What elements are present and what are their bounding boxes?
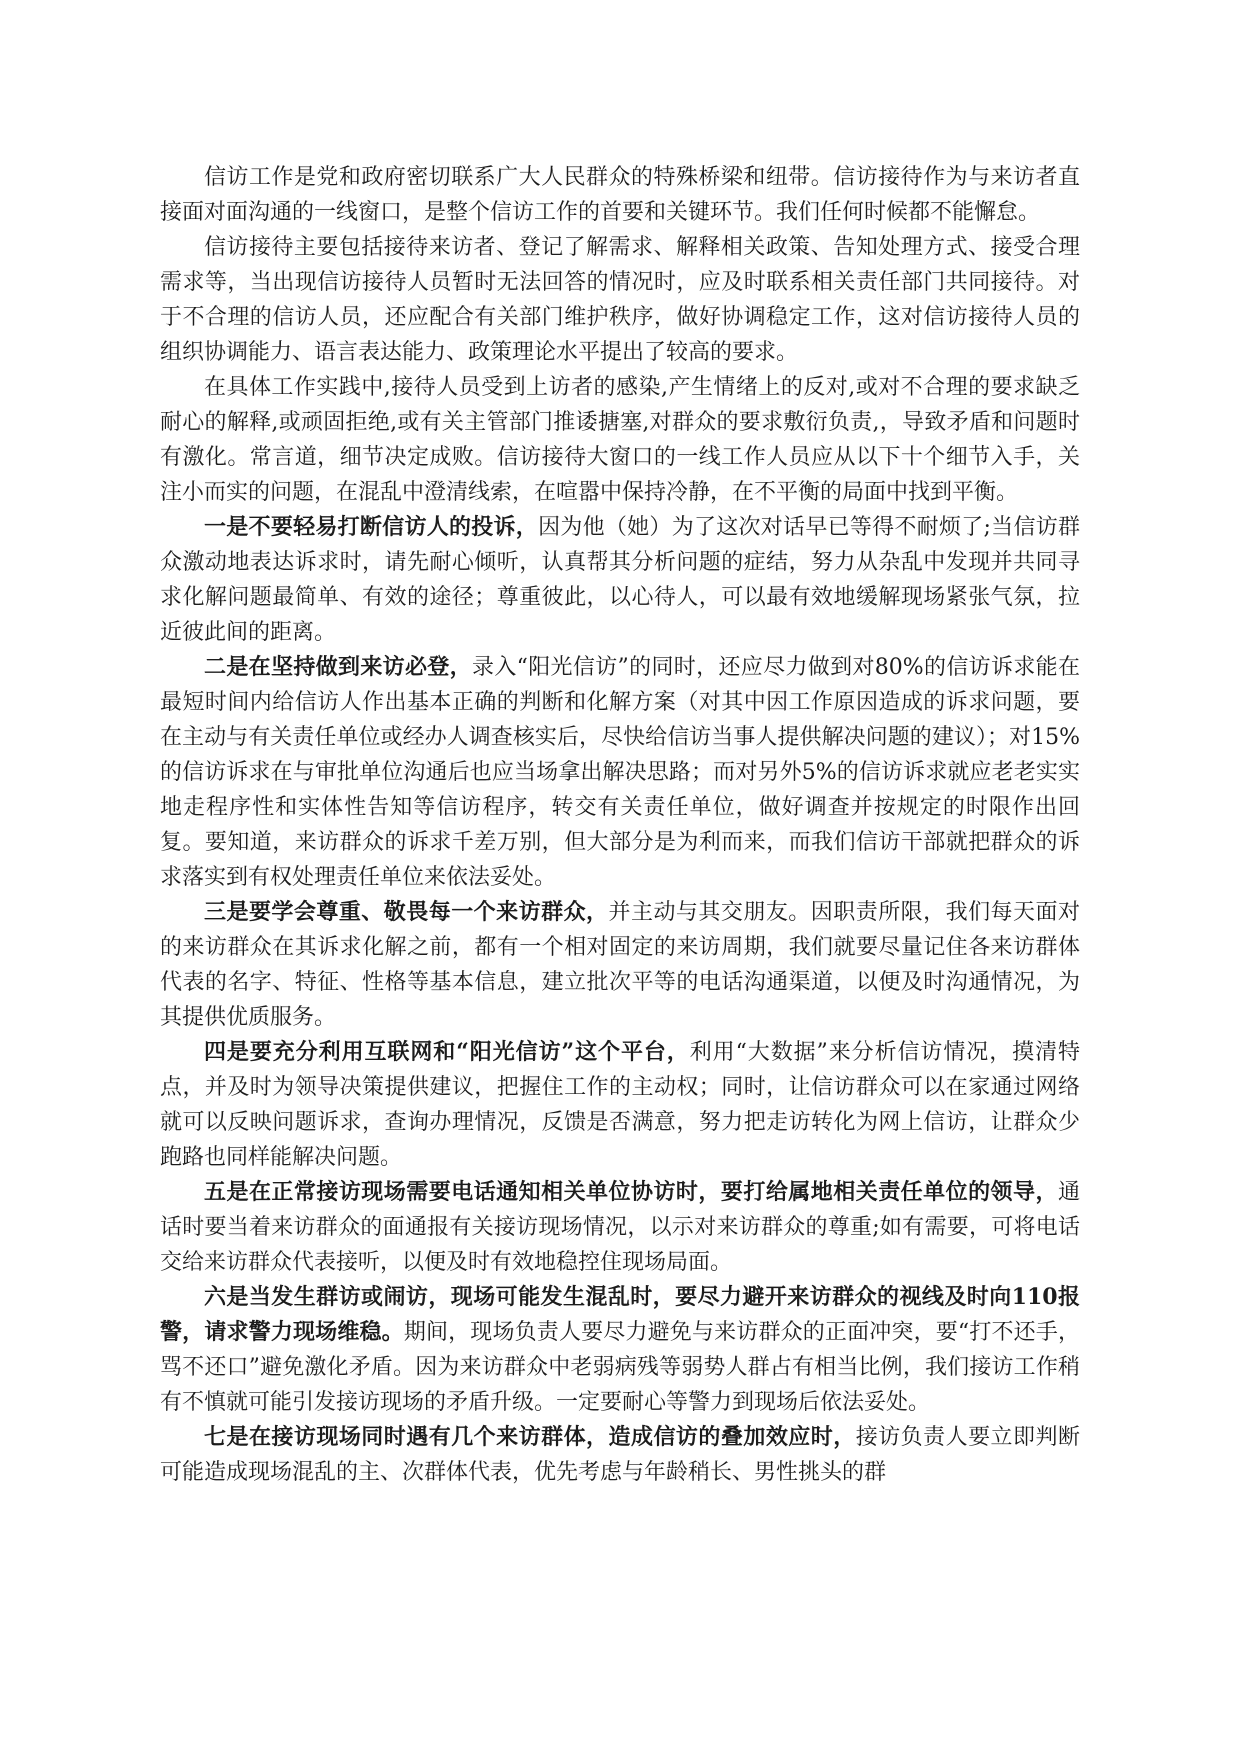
paragraph-text: 并主动与其交朋友。因职责所限，我们每天面对的来访群众在其诉求化解之前，都有一个相对固定的来访周期，我们就要尽量记住各来访群体代表的名字、特征、性格等基本信息，建立批次平等的电话沟通渠道，以便及时沟通情况，为其提供优质服务。 (160, 900, 1080, 1030)
paragraph-point-1 (160, 510, 1080, 650)
paragraph-text: 信访工作是党和政府密切联系广大人民群众的特殊桥梁和纽带。信访接待作为与来访者直接面对面沟通的一线窗口，是整个信访工作的首要和关键环节。我们任何时候都不能懈怠。 (160, 165, 1080, 225)
paragraph-practice-issues (160, 370, 1080, 510)
paragraph-text: 信访接待主要包括接待来访者、登记了解需求、解释相关政策、告知处理方式、接受合理需求等，当出现信访接待人员暂时无法回答的情况时，应及时联系相关责任部门共同接待。对于不合理的信访人员，还应配合有关部门维护秩序，做好协调稳定工作，这对信访接待人员的组织协调能力、语言表达能力、政策理论水平提出了较高的要求。 (160, 235, 1080, 365)
paragraph-text: 接访负责人要立即判断可能造成现场混乱的主、次群体代表，优先考虑与年龄稍长、男性挑头的群 (160, 1425, 1080, 1485)
paragraph-text: 因为他（她）为了这次对话早已等得不耐烦了;当信访群众激动地表达诉求时，请先耐心倾听，认真帮其分析问题的症结，努力从杂乱中发现并共同寻求化解问题最简单、有效的途径；尊重彼此，以心待人，可以最有效地缓解现场紧张气氛，拉近彼此间的距离。 (160, 515, 1080, 645)
paragraph-lead: 五是在正常接访现场需要电话通知相关单位协访时，要打给属地相关责任单位的领导， (204, 1179, 1058, 1205)
paragraph-point-5 (160, 1175, 1080, 1280)
paragraph-text: 录入“阳光信访”的同时，还应尽力做到对80%的信访诉求能在最短时间内给信访人作出基本正确的判断和化解方案（对其中因工作原因造成的诉求问题，要在主动与有关责任单位或经办人调查核实后，尽快给信访当事人提供解决问题的建议）；对15%的信访诉求在与审批单位沟通后也应当场拿出解决思路；而对另外5%的信访诉求就应老老实实地走程序性和实体性告知等信访程序，转交有关责任单位，做好调查并按规定的时限作出回复。要知道，来访群众的诉求千差万别，但大部分是为利而来，而我们信访干部就把群众的诉求落实到有权处理责任单位来依法妥处。 (160, 655, 1080, 890)
paragraph-text: 在具体工作实践中,接待人员受到上访者的感染,产生情绪上的反对,或对不合理的要求缺乏耐心的解释,或顽固拒绝,或有关主管部门推诿搪塞,对群众的要求敷衍负责,，导致矛盾和问题时有激化。常言道，细节决定成败。信访接待大窗口的一线工作人员应从以下十个细节入手，关注小而实的问题，在混乱中澄清线索，在喧嚣中保持冷静，在不平衡的局面中找到平衡。 (160, 375, 1080, 505)
paragraph-text: 利用“大数据”来分析信访情况，摸清特点，并及时为领导决策提供建议，把握住工作的主动权；同时，让信访群众可以在家通过网络就可以反映问题诉求，查询办理情况，反馈是否满意，努力把走访转化为网上信访，让群众少跑路也同样能解决问题。 (160, 1040, 1081, 1170)
paragraph-point-2 (160, 650, 1080, 895)
paragraph-lead: 六是当发生群访或闹访，现场可能发生混乱时，要尽力避开来访群众的视线及时向110报警，请求警力现场维稳。 (160, 1284, 1080, 1345)
paragraph-reception-duties (160, 230, 1080, 370)
paragraph-text: 通话时要当着来访群众的面通报有关接访现场情况，以示对来访群众的尊重;如有需要，可将电话交给来访群众代表接听，以便及时有效地稳控住现场局面。 (160, 1180, 1080, 1275)
paragraph-lead: 一是不要轻易打断信访人的投诉， (204, 514, 539, 540)
paragraph-point-4 (160, 1035, 1080, 1175)
paragraph-text: 期间，现场负责人要尽力避免与来访群众的正面冲突，要“打不还手，骂不还口”避免激化矛盾。因为来访群众中老弱病残等弱势人群占有相当比例，我们接访工作稍有不慎就可能引发接访现场的矛盾升级。一定要耐心等警力到现场后依法妥处。 (160, 1320, 1080, 1415)
document-body (160, 160, 1080, 1490)
paragraph-lead: 三是要学会尊重、敬畏每一个来访群众， (204, 899, 609, 925)
paragraph-lead: 二是在坚持做到来访必登， (204, 654, 472, 680)
paragraph-lead: 七是在接访现场同时遇有几个来访群体，造成信访的叠加效应时， (204, 1424, 856, 1450)
paragraph-intro (160, 160, 1080, 230)
paragraph-lead: 四是要充分利用互联网和“阳光信访”这个平台， (204, 1039, 690, 1065)
paragraph-point-7 (160, 1420, 1080, 1490)
paragraph-point-3 (160, 895, 1080, 1035)
paragraph-point-6 (160, 1280, 1080, 1420)
